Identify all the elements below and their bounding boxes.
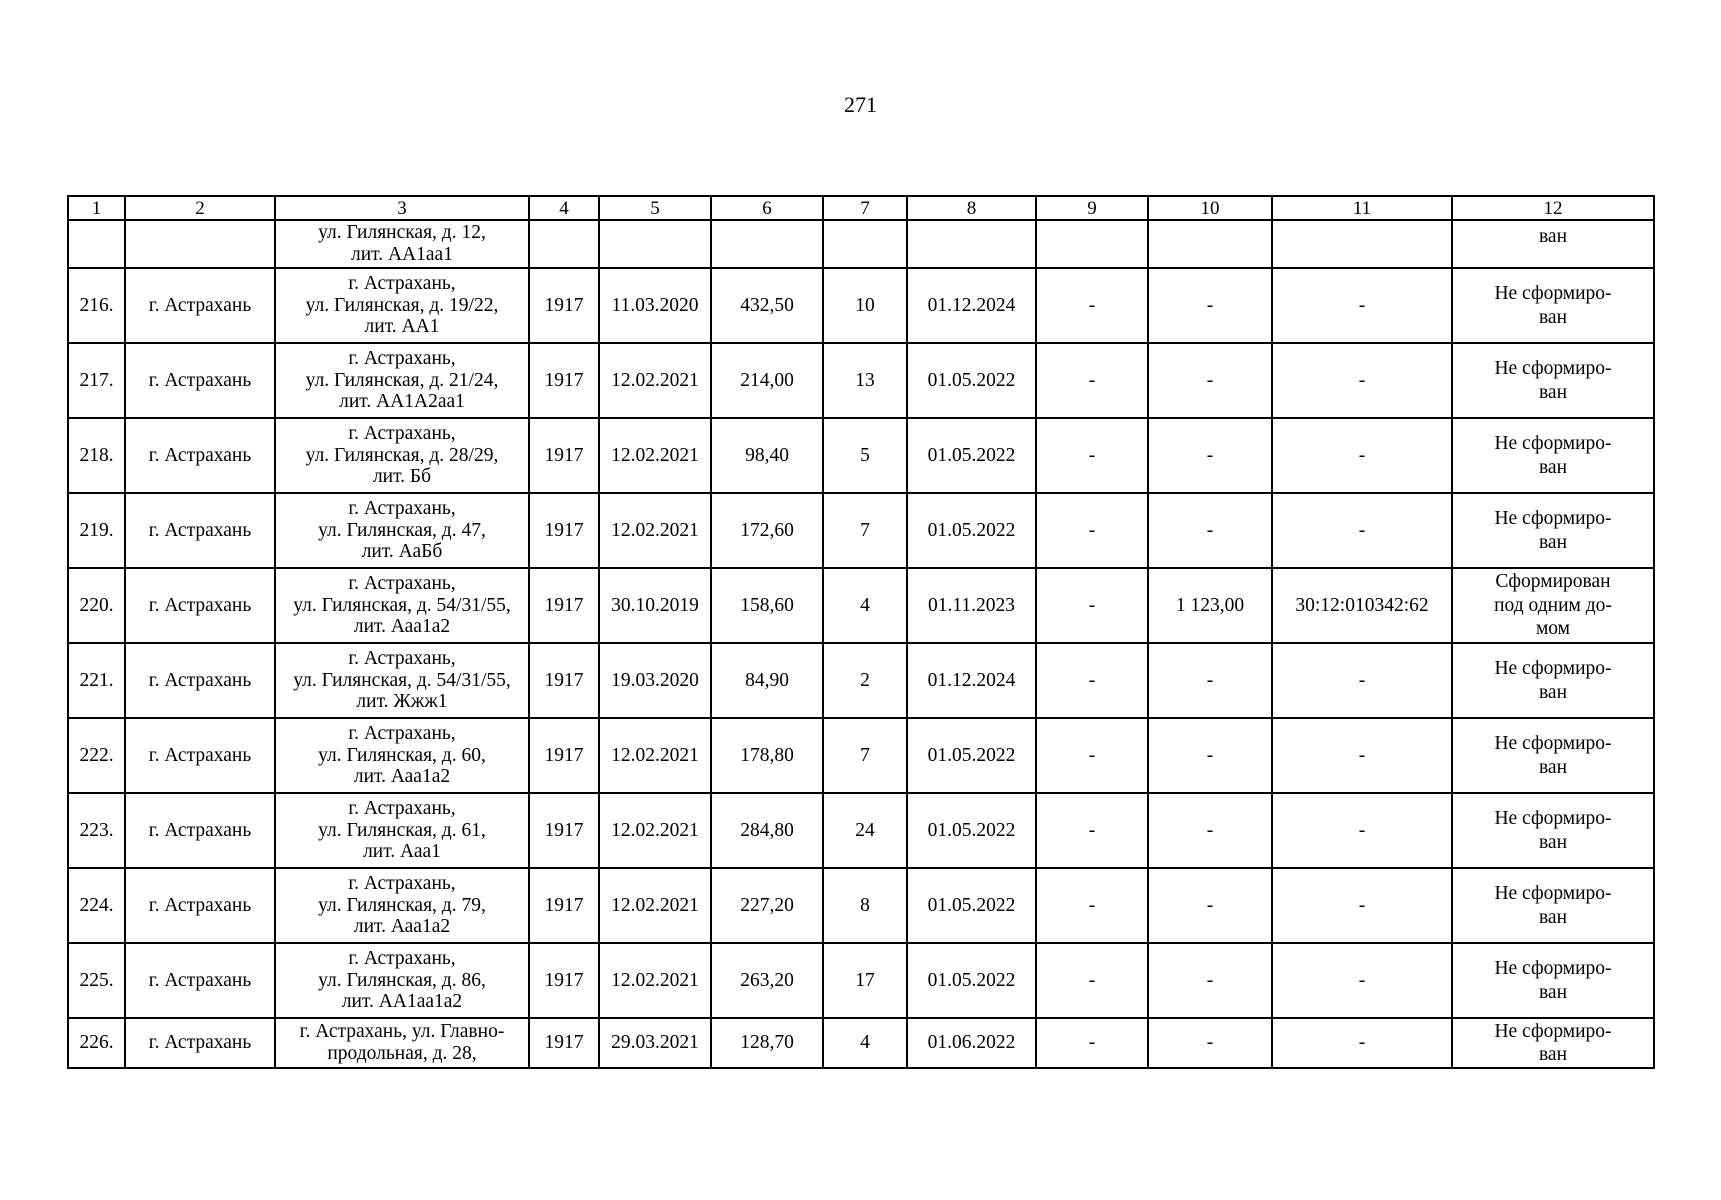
cell-area: 98,40 <box>711 418 823 493</box>
cell-date-recognized: 12.02.2021 <box>599 718 711 793</box>
cell-status: ван <box>1452 220 1654 268</box>
cell-residents: 4 <box>823 568 907 643</box>
cell-number <box>68 220 125 268</box>
cell-year <box>529 220 599 268</box>
cell-city: г. Астрахань <box>125 943 275 1018</box>
column-header: 8 <box>907 196 1036 220</box>
cell-cadastral: - <box>1272 493 1452 568</box>
cell-cadastral <box>1272 220 1452 268</box>
cell-city: г. Астрахань <box>125 418 275 493</box>
cell-residents: 2 <box>823 643 907 718</box>
cell-col9: - <box>1036 343 1148 418</box>
cell-year: 1917 <box>529 868 599 943</box>
cell-area: 284,80 <box>711 793 823 868</box>
cell-number: 218. <box>68 418 125 493</box>
cell-year: 1917 <box>529 643 599 718</box>
table-row <box>68 868 1654 943</box>
column-header: 9 <box>1036 196 1148 220</box>
cell-area: 214,00 <box>711 343 823 418</box>
cell-residents: 7 <box>823 718 907 793</box>
cell-date-planned: 01.05.2022 <box>907 793 1036 868</box>
cell-status: Не сформиро- ван <box>1452 943 1654 1018</box>
cell-address: г. Астрахань, ул. Гилянская, д. 47, лит. АаБб <box>275 493 529 568</box>
cell-status: Не сформиро- ван <box>1452 718 1654 793</box>
table-row <box>68 718 1654 793</box>
cell-area: 263,20 <box>711 943 823 1018</box>
cell-date-recognized: 12.02.2021 <box>599 943 711 1018</box>
cell-number: 224. <box>68 868 125 943</box>
cell-date-recognized: 12.02.2021 <box>599 493 711 568</box>
cell-date-recognized: 12.02.2021 <box>599 343 711 418</box>
cell-date-recognized: 12.02.2021 <box>599 418 711 493</box>
cell-status: Не сформиро- ван <box>1452 493 1654 568</box>
column-header: 12 <box>1452 196 1654 220</box>
cell-year: 1917 <box>529 943 599 1018</box>
cell-cadastral: - <box>1272 268 1452 343</box>
cell-col10: - <box>1148 268 1272 343</box>
cell-number: 219. <box>68 493 125 568</box>
column-header: 10 <box>1148 196 1272 220</box>
cell-year: 1917 <box>529 418 599 493</box>
cell-area: 84,90 <box>711 643 823 718</box>
cell-residents: 17 <box>823 943 907 1018</box>
cell-cadastral: - <box>1272 643 1452 718</box>
cell-address: г. Астрахань, ул. Гилянская, д. 60, лит. Ааа1а2 <box>275 718 529 793</box>
cell-date-planned: 01.12.2024 <box>907 643 1036 718</box>
cell-col9: - <box>1036 643 1148 718</box>
column-header: 5 <box>599 196 711 220</box>
table-row <box>68 943 1654 1018</box>
cell-status: Не сформиро- ван <box>1452 1018 1654 1068</box>
table-row <box>68 1018 1654 1068</box>
cell-date-recognized <box>599 220 711 268</box>
table-row <box>68 343 1654 418</box>
table-row <box>68 568 1654 643</box>
cell-status: Не сформиро- ван <box>1452 643 1654 718</box>
cell-address: г. Астрахань, ул. Гилянская, д. 54/31/55, лит. Жжж1 <box>275 643 529 718</box>
cell-col9: - <box>1036 493 1148 568</box>
table-row <box>68 220 1654 268</box>
cell-number: 221. <box>68 643 125 718</box>
cell-status: Не сформиро- ван <box>1452 418 1654 493</box>
cell-status: Сформирован под одним до- мом <box>1452 568 1654 643</box>
cell-cadastral: - <box>1272 418 1452 493</box>
cell-date-planned: 01.11.2023 <box>907 568 1036 643</box>
cell-address: г. Астрахань, ул. Гилянская, д. 54/31/55, лит. Ааа1а2 <box>275 568 529 643</box>
cell-col10: - <box>1148 1018 1272 1068</box>
cell-col9: - <box>1036 868 1148 943</box>
cell-area: 172,60 <box>711 493 823 568</box>
cell-col9: - <box>1036 793 1148 868</box>
cell-cadastral: - <box>1272 343 1452 418</box>
column-number-row <box>68 196 1654 220</box>
cell-number: 225. <box>68 943 125 1018</box>
cell-city: г. Астрахань <box>125 493 275 568</box>
cell-date-planned: 01.12.2024 <box>907 268 1036 343</box>
cell-residents: 13 <box>823 343 907 418</box>
cell-number: 222. <box>68 718 125 793</box>
cell-date-recognized: 12.02.2021 <box>599 793 711 868</box>
column-header: 3 <box>275 196 529 220</box>
cell-residents: 24 <box>823 793 907 868</box>
cell-col10: - <box>1148 943 1272 1018</box>
cell-status: Не сформиро- ван <box>1452 343 1654 418</box>
cell-cadastral: - <box>1272 943 1452 1018</box>
cell-city: г. Астрахань <box>125 1018 275 1068</box>
cell-city: г. Астрахань <box>125 568 275 643</box>
cell-number: 217. <box>68 343 125 418</box>
cell-city: г. Астрахань <box>125 868 275 943</box>
cell-address: г. Астрахань, ул. Гилянская, д. 19/22, лит. АА1 <box>275 268 529 343</box>
cell-city: г. Астрахань <box>125 643 275 718</box>
cell-date-planned <box>907 220 1036 268</box>
column-header: 1 <box>68 196 125 220</box>
cell-number: 223. <box>68 793 125 868</box>
cell-status: Не сформиро- ван <box>1452 268 1654 343</box>
cell-city: г. Астрахань <box>125 793 275 868</box>
cell-area: 128,70 <box>711 1018 823 1068</box>
cell-residents: 7 <box>823 493 907 568</box>
cell-year: 1917 <box>529 268 599 343</box>
cell-number: 216. <box>68 268 125 343</box>
cell-cadastral: - <box>1272 718 1452 793</box>
cell-area: 178,80 <box>711 718 823 793</box>
table-row <box>68 793 1654 868</box>
column-header: 7 <box>823 196 907 220</box>
cell-cadastral: - <box>1272 793 1452 868</box>
cell-col9: - <box>1036 943 1148 1018</box>
cell-date-planned: 01.05.2022 <box>907 868 1036 943</box>
cell-year: 1917 <box>529 718 599 793</box>
cell-area <box>711 220 823 268</box>
cell-date-planned: 01.05.2022 <box>907 343 1036 418</box>
cell-year: 1917 <box>529 343 599 418</box>
cell-col9: - <box>1036 418 1148 493</box>
cell-area: 432,50 <box>711 268 823 343</box>
cell-residents: 4 <box>823 1018 907 1068</box>
cell-col10: - <box>1148 493 1272 568</box>
cell-date-planned: 01.06.2022 <box>907 1018 1036 1068</box>
cell-address: г. Астрахань, ул. Гилянская, д. 86, лит. АА1аа1а2 <box>275 943 529 1018</box>
cell-cadastral: 30:12:010342:62 <box>1272 568 1452 643</box>
cell-col9: - <box>1036 718 1148 793</box>
column-header: 11 <box>1272 196 1452 220</box>
cell-date-planned: 01.05.2022 <box>907 493 1036 568</box>
table-row <box>68 418 1654 493</box>
cell-col10: - <box>1148 793 1272 868</box>
cell-number: 226. <box>68 1018 125 1068</box>
housing-registry-table <box>67 195 1655 1069</box>
cell-date-recognized: 11.03.2020 <box>599 268 711 343</box>
cell-status: Не сформиро- ван <box>1452 868 1654 943</box>
cell-address: ул. Гилянская, д. 12, лит. АА1аа1 <box>275 220 529 268</box>
cell-address: г. Астрахань, ул. Гилянская, д. 28/29, лит. Бб <box>275 418 529 493</box>
cell-address: г. Астрахань, ул. Гилянская, д. 61, лит. Ааа1 <box>275 793 529 868</box>
cell-col10: - <box>1148 643 1272 718</box>
cell-col9: - <box>1036 568 1148 643</box>
cell-date-planned: 01.05.2022 <box>907 943 1036 1018</box>
cell-year: 1917 <box>529 1018 599 1068</box>
cell-col9: - <box>1036 1018 1148 1068</box>
cell-col10: - <box>1148 868 1272 943</box>
cell-col10: - <box>1148 718 1272 793</box>
column-header: 6 <box>711 196 823 220</box>
cell-date-recognized: 12.02.2021 <box>599 868 711 943</box>
cell-residents <box>823 220 907 268</box>
cell-date-recognized: 29.03.2021 <box>599 1018 711 1068</box>
cell-address: г. Астрахань, ул. Гилянская, д. 21/24, лит. АА1А2аа1 <box>275 343 529 418</box>
cell-cadastral: - <box>1272 868 1452 943</box>
table-row <box>68 268 1654 343</box>
table-row <box>68 493 1654 568</box>
cell-year: 1917 <box>529 568 599 643</box>
cell-address: г. Астрахань, ул. Гилянская, д. 79, лит. Ааа1а2 <box>275 868 529 943</box>
cell-col10: 1 123,00 <box>1148 568 1272 643</box>
cell-year: 1917 <box>529 493 599 568</box>
cell-city: г. Астрахань <box>125 343 275 418</box>
cell-residents: 10 <box>823 268 907 343</box>
cell-year: 1917 <box>529 793 599 868</box>
column-header: 2 <box>125 196 275 220</box>
cell-residents: 8 <box>823 868 907 943</box>
cell-cadastral: - <box>1272 1018 1452 1068</box>
page-number: 271 <box>844 92 877 117</box>
cell-date-recognized: 19.03.2020 <box>599 643 711 718</box>
cell-date-recognized: 30.10.2019 <box>599 568 711 643</box>
cell-area: 158,60 <box>711 568 823 643</box>
cell-date-planned: 01.05.2022 <box>907 418 1036 493</box>
column-header: 4 <box>529 196 599 220</box>
cell-city: г. Астрахань <box>125 718 275 793</box>
cell-address: г. Астрахань, ул. Главно- продольная, д. 28, <box>275 1018 529 1068</box>
cell-date-planned: 01.05.2022 <box>907 718 1036 793</box>
cell-area: 227,20 <box>711 868 823 943</box>
table-row <box>68 643 1654 718</box>
cell-city <box>125 220 275 268</box>
cell-number: 220. <box>68 568 125 643</box>
cell-residents: 5 <box>823 418 907 493</box>
cell-col10: - <box>1148 418 1272 493</box>
cell-col9: - <box>1036 268 1148 343</box>
cell-status: Не сформиро- ван <box>1452 793 1654 868</box>
cell-col9 <box>1036 220 1148 268</box>
cell-city: г. Астрахань <box>125 268 275 343</box>
cell-col10: - <box>1148 343 1272 418</box>
cell-col10 <box>1148 220 1272 268</box>
